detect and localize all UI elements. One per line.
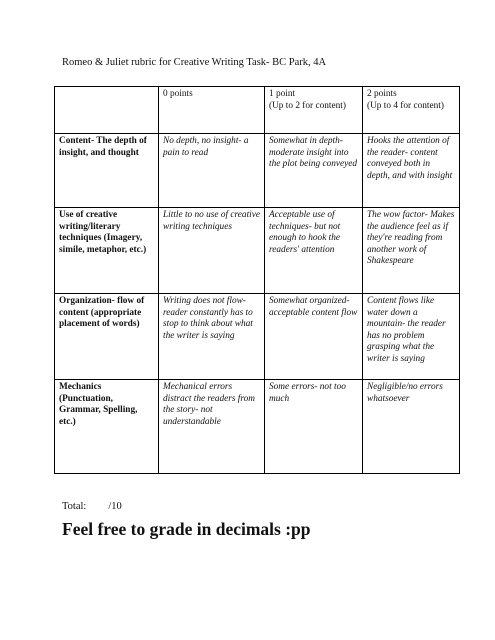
header-row [55, 87, 460, 134]
score-2-cell: Hooks the attention of the reader- content conveyed both in depth, and with insight [363, 134, 460, 208]
score-0-cell: Mechanical errors distract the readers from the story- not understandable [159, 380, 265, 474]
score-0-cell: Little to no use of creative writing techniques [159, 208, 265, 294]
total-value: /10 [108, 501, 122, 512]
document-title: Romeo & Juliet rubric for Creative Writing Task- BC Park, 4A [62, 57, 327, 68]
score-2-cell: Content flows like water down a mountain- the reader has no problem grasping what the writer is saying [363, 294, 460, 380]
header-0-points-label: 0 points [163, 89, 193, 99]
score-1-cell: Somewhat in depth- moderate insight into the plot being conveyed [265, 134, 363, 208]
header-2-points-note: (Up to 4 for content) [367, 100, 444, 111]
header-2-points [363, 87, 460, 134]
rubric-table [54, 86, 460, 474]
criterion-cell: Organization- flow of content (appropriate placement of words) [55, 294, 159, 380]
header-1-point [265, 87, 363, 134]
score-1-cell: Acceptable use of techniques- but not enough to hook the readers' attention [265, 208, 363, 294]
total-label: Total: [62, 501, 87, 512]
score-0-cell: No depth, no insight- a pain to read [159, 134, 265, 208]
header-2-points-label: 2 points [367, 89, 397, 99]
score-2-cell: Negligible/no errors whatsoever [363, 380, 460, 474]
criterion-cell: Use of creative writing/literary techniques (Imagery, simile, metaphor, etc.) [55, 208, 159, 294]
table-row [55, 380, 460, 474]
criterion-cell: Content- The depth of insight, and thought [55, 134, 159, 208]
header-blank-cell [55, 87, 159, 134]
header-1-point-note: (Up to 2 for content) [269, 100, 346, 111]
score-1-cell: Some errors- not too much [265, 380, 363, 474]
total-line [62, 501, 122, 512]
score-1-cell: Somewhat organized- acceptable content flow [265, 294, 363, 380]
table-row [55, 134, 460, 208]
table-row [55, 294, 460, 380]
score-2-cell: The wow factor- Makes the audience feel as if they're reading from another work of Shakespeare [363, 208, 460, 294]
criterion-cell: Mechanics (Punctuation, Grammar, Spelling, etc.) [55, 380, 159, 474]
table-row [55, 208, 460, 294]
score-0-cell: Writing does not flow- reader constantly has to stop to think about what the writer is saying [159, 294, 265, 380]
grading-note: Feel free to grade in decimals :pp [62, 519, 311, 539]
header-1-point-label: 1 point [269, 89, 296, 99]
header-0-points [159, 87, 265, 134]
